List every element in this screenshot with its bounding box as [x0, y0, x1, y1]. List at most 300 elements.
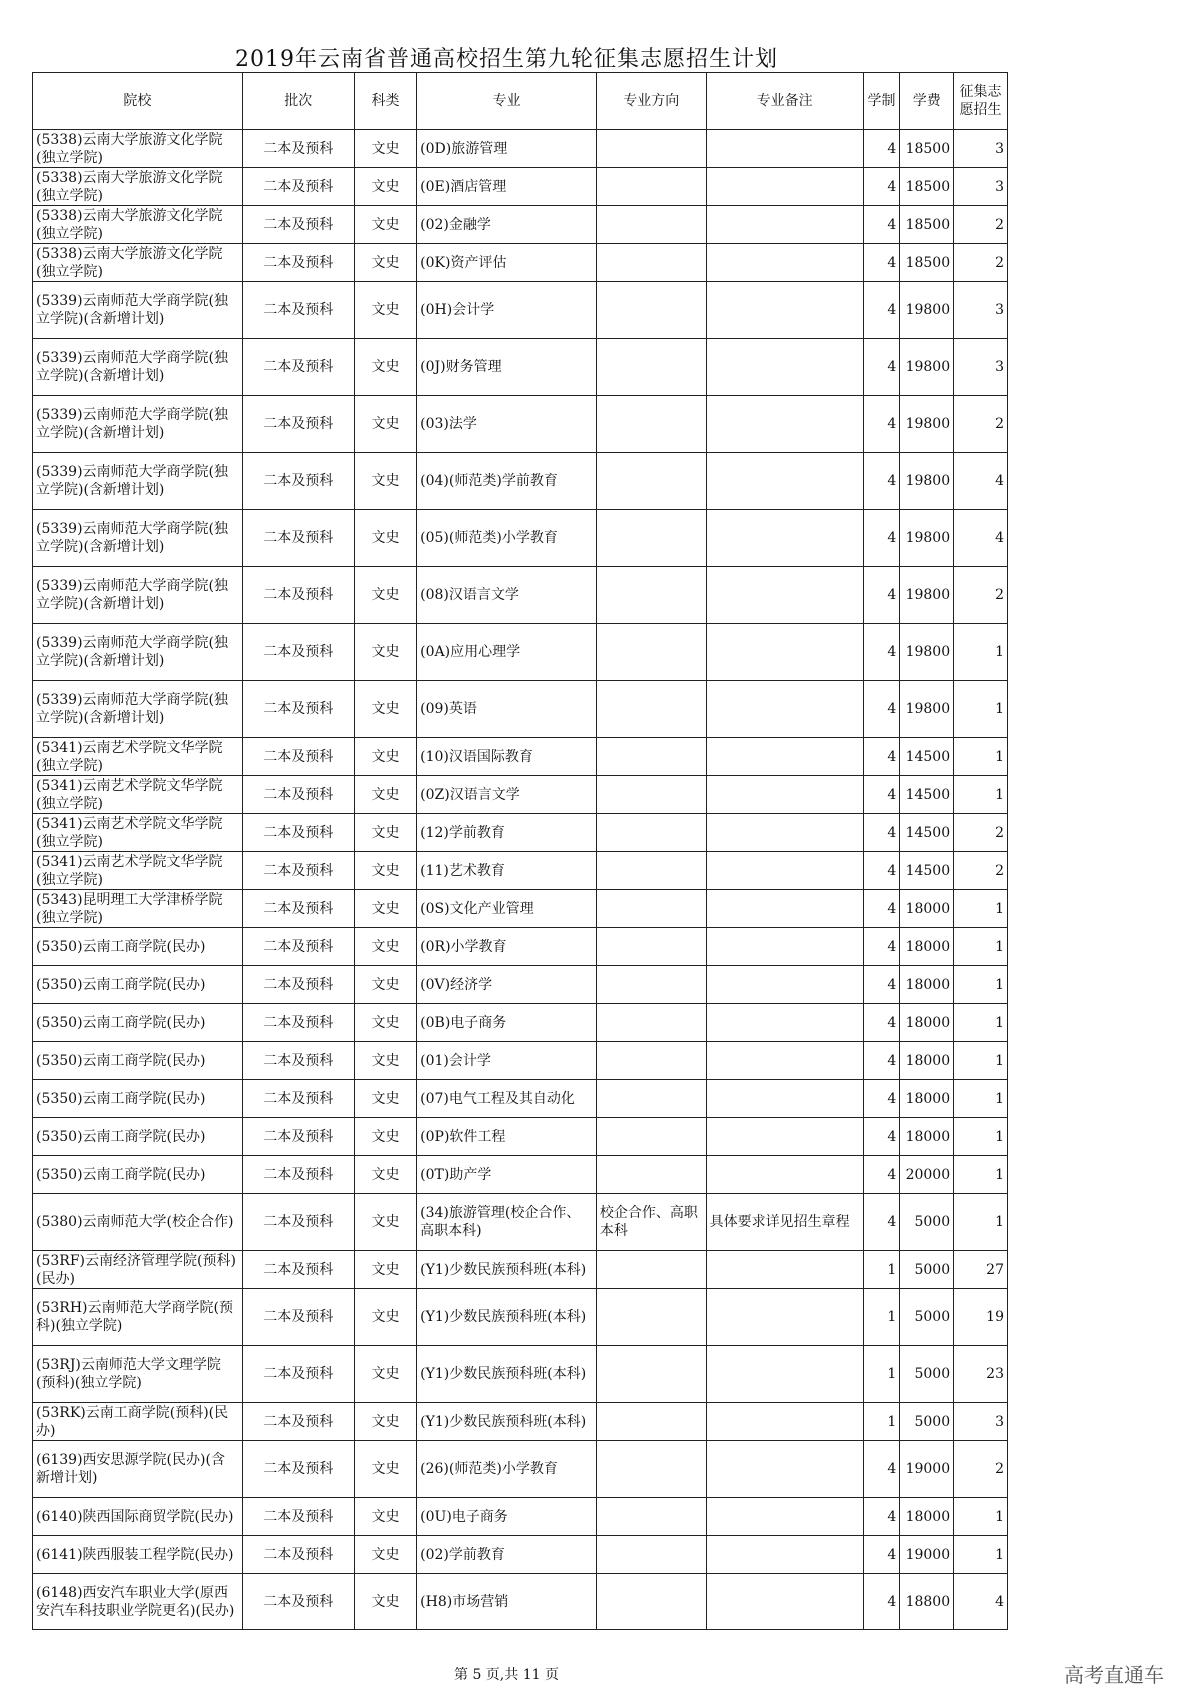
- cell-direction: [596, 396, 706, 453]
- cell-years: 4: [863, 244, 900, 282]
- cell-count: 1: [954, 1004, 1008, 1042]
- cell-direction: [596, 130, 706, 168]
- cell-subject: 文史: [354, 1118, 416, 1156]
- cell-direction: [596, 928, 706, 966]
- cell-fee: 18000: [900, 1498, 954, 1536]
- table-row: [33, 339, 1008, 396]
- cell-major: (02)金融学: [417, 206, 597, 244]
- cell-direction: [596, 339, 706, 396]
- cell-subject: 文史: [354, 282, 416, 339]
- cell-direction: [596, 890, 706, 928]
- cell-count: 1: [954, 1536, 1008, 1574]
- cell-direction: [596, 453, 706, 510]
- cell-major: (08)汉语言文学: [417, 567, 597, 624]
- cell-subject: 文史: [354, 966, 416, 1004]
- cell-major: (Y1)少数民族预科班(本科): [417, 1289, 597, 1346]
- cell-count: 1: [954, 890, 1008, 928]
- cell-school: (5350)云南工商学院(民办): [33, 1118, 243, 1156]
- cell-batch: 二本及预科: [242, 890, 354, 928]
- table-row: [33, 1080, 1008, 1118]
- table-row: [33, 510, 1008, 567]
- cell-fee: 18500: [900, 206, 954, 244]
- cell-school: (5350)云南工商学院(民办): [33, 1156, 243, 1194]
- cell-direction: [596, 624, 706, 681]
- cell-remark: [706, 1156, 863, 1194]
- cell-direction: [596, 1498, 706, 1536]
- page-title: 2019年云南省普通高校招生第九轮征集志愿招生计划: [235, 47, 778, 72]
- cell-fee: 19800: [900, 567, 954, 624]
- cell-major: (Y1)少数民族预科班(本科): [417, 1346, 597, 1403]
- cell-remark: [706, 1441, 863, 1498]
- cell-years: 4: [863, 814, 900, 852]
- table-row: [33, 1289, 1008, 1346]
- cell-years: 4: [863, 738, 900, 776]
- cell-count: 3: [954, 168, 1008, 206]
- cell-count: 1: [954, 1042, 1008, 1080]
- cell-school: (6140)陕西国际商贸学院(民办): [33, 1498, 243, 1536]
- cell-count: 19: [954, 1289, 1008, 1346]
- table-row: [33, 1441, 1008, 1498]
- cell-years: 4: [863, 1156, 900, 1194]
- cell-count: 3: [954, 130, 1008, 168]
- cell-count: 1: [954, 681, 1008, 738]
- cell-major: (34)旅游管理(校企合作、高职本科): [417, 1194, 597, 1251]
- cell-major: (0S)文化产业管理: [417, 890, 597, 928]
- cell-remark: [706, 282, 863, 339]
- cell-count: 4: [954, 1574, 1008, 1630]
- cell-count: 2: [954, 396, 1008, 453]
- cell-fee: 5000: [900, 1403, 954, 1441]
- cell-years: 4: [863, 681, 900, 738]
- cell-fee: 14500: [900, 814, 954, 852]
- table-row: [33, 814, 1008, 852]
- cell-remark: [706, 206, 863, 244]
- header-direction: 专业方向: [596, 73, 706, 130]
- cell-batch: 二本及预科: [242, 282, 354, 339]
- cell-direction: 校企合作、高职本科: [596, 1194, 706, 1251]
- cell-fee: 19800: [900, 396, 954, 453]
- table-row: [33, 244, 1008, 282]
- cell-batch: 二本及预科: [242, 1498, 354, 1536]
- cell-fee: 14500: [900, 852, 954, 890]
- cell-major: (26)(师范类)小学教育: [417, 1441, 597, 1498]
- cell-remark: [706, 453, 863, 510]
- table-row: [33, 1156, 1008, 1194]
- cell-remark: [706, 1574, 863, 1630]
- cell-subject: 文史: [354, 130, 416, 168]
- cell-years: 4: [863, 890, 900, 928]
- cell-batch: 二本及预科: [242, 510, 354, 567]
- cell-major: (07)电气工程及其自动化: [417, 1080, 597, 1118]
- table-row: [33, 890, 1008, 928]
- cell-direction: [596, 814, 706, 852]
- cell-remark: [706, 890, 863, 928]
- cell-major: (0P)软件工程: [417, 1118, 597, 1156]
- cell-years: 4: [863, 168, 900, 206]
- cell-direction: [596, 1403, 706, 1441]
- cell-years: 1: [863, 1251, 900, 1289]
- cell-school: (5350)云南工商学院(民办): [33, 1080, 243, 1118]
- cell-major: (0T)助产学: [417, 1156, 597, 1194]
- cell-subject: 文史: [354, 624, 416, 681]
- cell-years: 4: [863, 624, 900, 681]
- cell-batch: 二本及预科: [242, 852, 354, 890]
- cell-batch: 二本及预科: [242, 966, 354, 1004]
- cell-count: 1: [954, 624, 1008, 681]
- cell-batch: 二本及预科: [242, 396, 354, 453]
- cell-fee: 19800: [900, 510, 954, 567]
- cell-batch: 二本及预科: [242, 453, 354, 510]
- table-row: [33, 681, 1008, 738]
- cell-school: (5343)昆明理工大学津桥学院(独立学院): [33, 890, 243, 928]
- cell-subject: 文史: [354, 1574, 416, 1630]
- table-row: [33, 966, 1008, 1004]
- table-row: [33, 1536, 1008, 1574]
- cell-count: 1: [954, 966, 1008, 1004]
- cell-major: (11)艺术教育: [417, 852, 597, 890]
- cell-fee: 14500: [900, 738, 954, 776]
- cell-school: (5339)云南师范大学商学院(独立学院)(含新增计划): [33, 396, 243, 453]
- cell-school: (5339)云南师范大学商学院(独立学院)(含新增计划): [33, 624, 243, 681]
- cell-years: 4: [863, 1118, 900, 1156]
- cell-subject: 文史: [354, 396, 416, 453]
- table-row: [33, 168, 1008, 206]
- cell-major: (0Z)汉语言文学: [417, 776, 597, 814]
- cell-batch: 二本及预科: [242, 681, 354, 738]
- table-row: [33, 396, 1008, 453]
- cell-school: (5341)云南艺术学院文华学院(独立学院): [33, 814, 243, 852]
- cell-school: (5350)云南工商学院(民办): [33, 1042, 243, 1080]
- cell-remark: [706, 1289, 863, 1346]
- cell-remark: [706, 168, 863, 206]
- cell-years: 4: [863, 206, 900, 244]
- header-remark: 专业备注: [706, 73, 863, 130]
- table-row: [33, 1346, 1008, 1403]
- table-row: [33, 1574, 1008, 1630]
- table-row: [33, 453, 1008, 510]
- cell-major: (10)汉语国际教育: [417, 738, 597, 776]
- cell-remark: [706, 339, 863, 396]
- cell-remark: [706, 738, 863, 776]
- cell-years: 4: [863, 1574, 900, 1630]
- cell-years: 4: [863, 1042, 900, 1080]
- cell-years: 4: [863, 282, 900, 339]
- cell-remark: [706, 776, 863, 814]
- cell-count: 2: [954, 852, 1008, 890]
- cell-school: (5380)云南师范大学(校企合作): [33, 1194, 243, 1251]
- cell-direction: [596, 567, 706, 624]
- cell-direction: [596, 776, 706, 814]
- cell-subject: 文史: [354, 1251, 416, 1289]
- cell-fee: 19800: [900, 453, 954, 510]
- cell-remark: [706, 966, 863, 1004]
- cell-subject: 文史: [354, 244, 416, 282]
- cell-count: 27: [954, 1251, 1008, 1289]
- cell-major: (0K)资产评估: [417, 244, 597, 282]
- table-row: [33, 206, 1008, 244]
- cell-batch: 二本及预科: [242, 1536, 354, 1574]
- cell-school: (5339)云南师范大学商学院(独立学院)(含新增计划): [33, 339, 243, 396]
- cell-fee: 19800: [900, 624, 954, 681]
- cell-years: 4: [863, 130, 900, 168]
- cell-batch: 二本及预科: [242, 130, 354, 168]
- cell-subject: 文史: [354, 776, 416, 814]
- cell-direction: [596, 1346, 706, 1403]
- cell-years: 4: [863, 339, 900, 396]
- cell-batch: 二本及预科: [242, 1080, 354, 1118]
- cell-years: 1: [863, 1346, 900, 1403]
- cell-count: 2: [954, 244, 1008, 282]
- cell-major: (Y1)少数民族预科班(本科): [417, 1251, 597, 1289]
- cell-fee: 18000: [900, 1080, 954, 1118]
- cell-batch: 二本及预科: [242, 624, 354, 681]
- cell-remark: [706, 396, 863, 453]
- cell-count: 1: [954, 738, 1008, 776]
- cell-subject: 文史: [354, 510, 416, 567]
- cell-count: 2: [954, 1441, 1008, 1498]
- table-row: [33, 1194, 1008, 1251]
- cell-remark: [706, 1042, 863, 1080]
- table-row: [33, 624, 1008, 681]
- cell-years: 4: [863, 852, 900, 890]
- cell-count: 1: [954, 928, 1008, 966]
- cell-direction: [596, 738, 706, 776]
- cell-direction: [596, 681, 706, 738]
- cell-batch: 二本及预科: [242, 1042, 354, 1080]
- cell-fee: 5000: [900, 1251, 954, 1289]
- header-batch: 批次: [242, 73, 354, 130]
- cell-remark: [706, 624, 863, 681]
- cell-major: (04)(师范类)学前教育: [417, 453, 597, 510]
- cell-remark: [706, 928, 863, 966]
- table-row: [33, 1403, 1008, 1441]
- table-row: [33, 1042, 1008, 1080]
- cell-major: (0D)旅游管理: [417, 130, 597, 168]
- cell-major: (0J)财务管理: [417, 339, 597, 396]
- header-count: 征集志愿招生: [954, 73, 1008, 130]
- cell-direction: [596, 244, 706, 282]
- cell-years: 4: [863, 1080, 900, 1118]
- cell-remark: 具体要求详见招生章程: [706, 1194, 863, 1251]
- cell-fee: 19800: [900, 339, 954, 396]
- cell-batch: 二本及预科: [242, 776, 354, 814]
- cell-school: (6141)陕西服装工程学院(民办): [33, 1536, 243, 1574]
- cell-count: 3: [954, 282, 1008, 339]
- cell-direction: [596, 1536, 706, 1574]
- cell-fee: 20000: [900, 1156, 954, 1194]
- cell-direction: [596, 282, 706, 339]
- cell-school: (53RH)云南师范大学商学院(预科)(独立学院): [33, 1289, 243, 1346]
- cell-fee: 18000: [900, 1042, 954, 1080]
- cell-count: 23: [954, 1346, 1008, 1403]
- cell-count: 1: [954, 776, 1008, 814]
- cell-school: (53RJ)云南师范大学文理学院(预科)(独立学院): [33, 1346, 243, 1403]
- cell-subject: 文史: [354, 890, 416, 928]
- cell-school: (5338)云南大学旅游文化学院(独立学院): [33, 168, 243, 206]
- cell-remark: [706, 1498, 863, 1536]
- cell-fee: 19000: [900, 1536, 954, 1574]
- cell-direction: [596, 1080, 706, 1118]
- cell-count: 4: [954, 453, 1008, 510]
- cell-fee: 18500: [900, 168, 954, 206]
- cell-subject: 文史: [354, 1156, 416, 1194]
- cell-subject: 文史: [354, 738, 416, 776]
- cell-subject: 文史: [354, 339, 416, 396]
- cell-school: (5341)云南艺术学院文华学院(独立学院): [33, 776, 243, 814]
- cell-years: 4: [863, 776, 900, 814]
- cell-remark: [706, 1403, 863, 1441]
- cell-batch: 二本及预科: [242, 1004, 354, 1042]
- cell-subject: 文史: [354, 681, 416, 738]
- cell-years: 4: [863, 1536, 900, 1574]
- cell-school: (6148)西安汽车职业大学(原西安汽车科技职业学院更名)(民办): [33, 1574, 243, 1630]
- cell-years: 1: [863, 1289, 900, 1346]
- cell-count: 2: [954, 567, 1008, 624]
- cell-subject: 文史: [354, 1441, 416, 1498]
- cell-subject: 文史: [354, 453, 416, 510]
- cell-fee: 18800: [900, 1574, 954, 1630]
- page-number: 第 5 页,共 11 页: [454, 1667, 559, 1683]
- table-row: [33, 567, 1008, 624]
- cell-years: 4: [863, 396, 900, 453]
- cell-batch: 二本及预科: [242, 168, 354, 206]
- cell-major: (01)会计学: [417, 1042, 597, 1080]
- cell-count: 1: [954, 1156, 1008, 1194]
- cell-batch: 二本及预科: [242, 1251, 354, 1289]
- cell-subject: 文史: [354, 814, 416, 852]
- cell-major: (0A)应用心理学: [417, 624, 597, 681]
- table-row: [33, 1004, 1008, 1042]
- cell-fee: 5000: [900, 1289, 954, 1346]
- cell-batch: 二本及预科: [242, 206, 354, 244]
- cell-school: (5339)云南师范大学商学院(独立学院)(含新增计划): [33, 567, 243, 624]
- cell-remark: [706, 244, 863, 282]
- cell-batch: 二本及预科: [242, 928, 354, 966]
- cell-remark: [706, 1536, 863, 1574]
- cell-subject: 文史: [354, 1004, 416, 1042]
- cell-fee: 18000: [900, 928, 954, 966]
- cell-batch: 二本及预科: [242, 1403, 354, 1441]
- cell-remark: [706, 814, 863, 852]
- cell-fee: 19000: [900, 1441, 954, 1498]
- cell-fee: 14500: [900, 776, 954, 814]
- watermark: 高考直通车: [1064, 1663, 1164, 1687]
- cell-major: (H8)市场营销: [417, 1574, 597, 1630]
- table-body: [33, 130, 1008, 1630]
- cell-major: (05)(师范类)小学教育: [417, 510, 597, 567]
- cell-subject: 文史: [354, 1403, 416, 1441]
- cell-fee: 18000: [900, 966, 954, 1004]
- cell-direction: [596, 1251, 706, 1289]
- cell-batch: 二本及预科: [242, 1574, 354, 1630]
- cell-batch: 二本及预科: [242, 1441, 354, 1498]
- cell-count: 1: [954, 1194, 1008, 1251]
- cell-school: (5339)云南师范大学商学院(独立学院)(含新增计划): [33, 282, 243, 339]
- cell-fee: 19800: [900, 282, 954, 339]
- cell-direction: [596, 168, 706, 206]
- header-years: 学制: [863, 73, 900, 130]
- cell-major: (02)学前教育: [417, 1536, 597, 1574]
- cell-fee: 18000: [900, 1004, 954, 1042]
- table-row: [33, 1118, 1008, 1156]
- cell-school: (5350)云南工商学院(民办): [33, 928, 243, 966]
- table-row: [33, 852, 1008, 890]
- cell-school: (5341)云南艺术学院文华学院(独立学院): [33, 852, 243, 890]
- cell-count: 2: [954, 814, 1008, 852]
- enrollment-plan-table: [32, 72, 1008, 1630]
- cell-batch: 二本及预科: [242, 814, 354, 852]
- cell-major: (0B)电子商务: [417, 1004, 597, 1042]
- header-major: 专业: [417, 73, 597, 130]
- cell-school: (5341)云南艺术学院文华学院(独立学院): [33, 738, 243, 776]
- cell-major: (0R)小学教育: [417, 928, 597, 966]
- cell-count: 3: [954, 339, 1008, 396]
- cell-direction: [596, 1441, 706, 1498]
- cell-school: (5338)云南大学旅游文化学院(独立学院): [33, 130, 243, 168]
- cell-subject: 文史: [354, 1346, 416, 1403]
- cell-school: (53RF)云南经济管理学院(预科)(民办): [33, 1251, 243, 1289]
- cell-remark: [706, 567, 863, 624]
- cell-subject: 文史: [354, 852, 416, 890]
- cell-major: (0U)电子商务: [417, 1498, 597, 1536]
- cell-batch: 二本及预科: [242, 1194, 354, 1251]
- cell-subject: 文史: [354, 567, 416, 624]
- cell-major: (03)法学: [417, 396, 597, 453]
- cell-remark: [706, 1346, 863, 1403]
- cell-fee: 18000: [900, 890, 954, 928]
- cell-years: 1: [863, 1403, 900, 1441]
- cell-direction: [596, 1042, 706, 1080]
- cell-direction: [596, 206, 706, 244]
- cell-fee: 18000: [900, 1118, 954, 1156]
- cell-count: 3: [954, 1403, 1008, 1441]
- cell-count: 1: [954, 1498, 1008, 1536]
- cell-batch: 二本及预科: [242, 339, 354, 396]
- header-fee: 学费: [900, 73, 954, 130]
- cell-school: (5339)云南师范大学商学院(独立学院)(含新增计划): [33, 510, 243, 567]
- cell-subject: 文史: [354, 1536, 416, 1574]
- cell-batch: 二本及预科: [242, 244, 354, 282]
- cell-remark: [706, 1118, 863, 1156]
- table-row: [33, 282, 1008, 339]
- cell-years: 4: [863, 510, 900, 567]
- cell-major: (Y1)少数民族预科班(本科): [417, 1403, 597, 1441]
- cell-major: (12)学前教育: [417, 814, 597, 852]
- cell-school: (5338)云南大学旅游文化学院(独立学院): [33, 206, 243, 244]
- cell-subject: 文史: [354, 1194, 416, 1251]
- table-row: [33, 738, 1008, 776]
- cell-school: (6139)西安思源学院(民办)(含新增计划): [33, 1441, 243, 1498]
- cell-direction: [596, 1004, 706, 1042]
- cell-batch: 二本及预科: [242, 567, 354, 624]
- cell-years: 4: [863, 966, 900, 1004]
- cell-school: (5350)云南工商学院(民办): [33, 966, 243, 1004]
- cell-subject: 文史: [354, 928, 416, 966]
- cell-remark: [706, 681, 863, 738]
- cell-batch: 二本及预科: [242, 1118, 354, 1156]
- cell-subject: 文史: [354, 206, 416, 244]
- cell-count: 4: [954, 510, 1008, 567]
- cell-direction: [596, 966, 706, 1004]
- cell-count: 1: [954, 1118, 1008, 1156]
- cell-major: (0E)酒店管理: [417, 168, 597, 206]
- cell-years: 4: [863, 928, 900, 966]
- cell-direction: [596, 1156, 706, 1194]
- cell-remark: [706, 130, 863, 168]
- cell-direction: [596, 1118, 706, 1156]
- cell-years: 4: [863, 1194, 900, 1251]
- cell-years: 4: [863, 567, 900, 624]
